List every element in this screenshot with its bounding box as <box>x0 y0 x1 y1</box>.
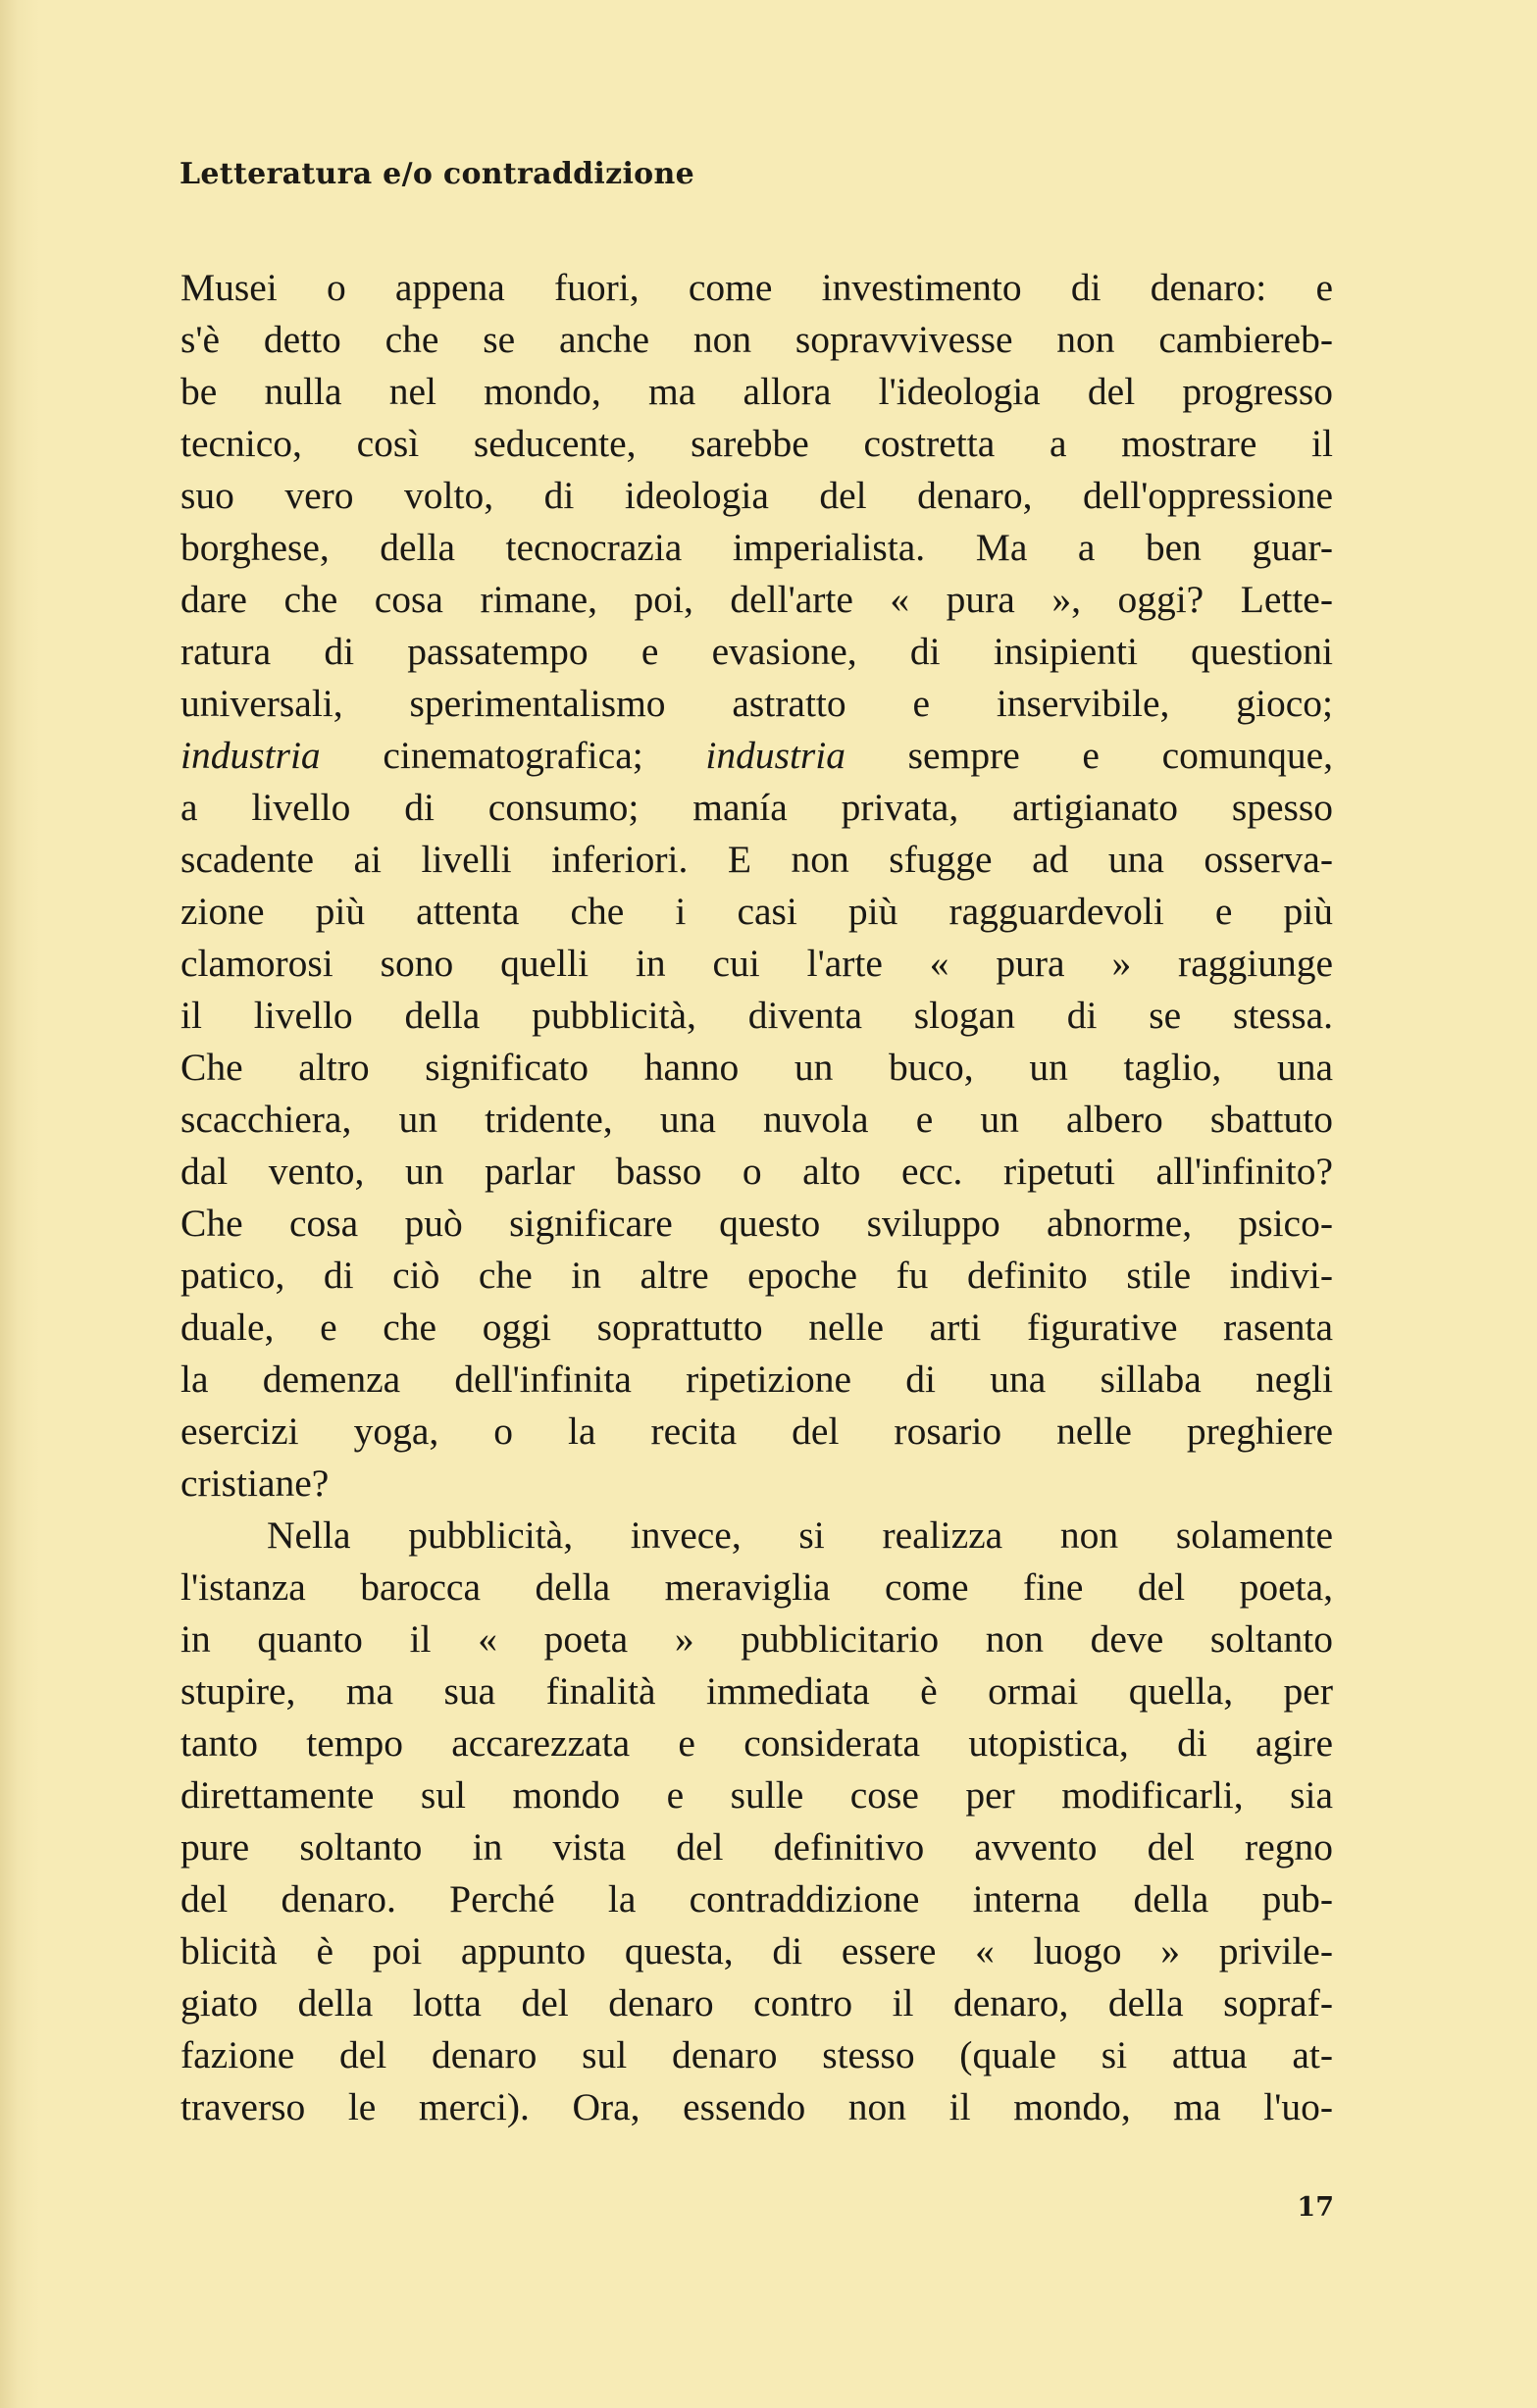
text-line: l'istanza barocca della meraviglia come fine del poeta, <box>180 1565 1333 1609</box>
text-line: Musei o appena fuori, come investimento di denaro: e <box>180 266 1333 309</box>
text-line: esercizi yoga, o la recita del rosario nelle preghiere <box>180 1409 1333 1453</box>
text-line: scadente ai livelli inferiori. E non sfugge ad una osserva- <box>180 838 1333 881</box>
text-line: Che altro significato hanno un buco, un taglio, una <box>180 1046 1333 1089</box>
text-line: zione più attenta che i casi più ragguardevoli e più <box>180 890 1333 933</box>
text-run: cinematografica; <box>320 734 706 777</box>
text-line-paragraph-end: cristiane? <box>180 1461 330 1505</box>
text-line: dare che cosa rimane, poi, dell'arte « pura », oggi? Lette- <box>180 578 1333 621</box>
text-line: s'è detto che se anche non sopravvivesse non cambiereb- <box>180 318 1333 361</box>
text-line: ratura di passatempo e evasione, di insipienti questioni <box>180 630 1333 673</box>
text-line: in quanto il « poeta » pubblicitario non deve soltanto <box>180 1617 1333 1661</box>
text-line: giato della lotta del denaro contro il denaro, della sopraf- <box>180 1981 1333 2024</box>
page-number: 17 <box>1297 2192 1334 2223</box>
text-run: sempre e comunque, <box>845 734 1333 777</box>
text-line-paragraph-start: Nella pubblicità, invece, si realizza non solamente <box>267 1513 1333 1557</box>
text-line: tecnico, così seducente, sarebbe costretta a mostrare il <box>180 422 1333 465</box>
text-line: patico, di ciò che in altre epoche fu definito stile indivi- <box>180 1254 1333 1297</box>
text-line: fazione del denaro sul denaro stesso (quale si attua at- <box>180 2033 1333 2076</box>
body-text <box>180 262 1333 2133</box>
text-line: scacchiera, un tridente, una nuvola e un albero sbattuto <box>180 1098 1333 1141</box>
text-line: a livello di consumo; manía privata, artigianato spesso <box>180 786 1333 829</box>
text-line: borghese, della tecnocrazia imperialista. Ma a ben guar- <box>180 526 1333 569</box>
text-line: pure soltanto in vista del definitivo avvento del regno <box>180 1825 1333 1869</box>
text-line: stupire, ma sua finalità immediata è ormai quella, per <box>180 1669 1333 1713</box>
running-title: Letteratura e/o contraddizione <box>179 157 694 191</box>
text-line: il livello della pubblicità, diventa slogan di se stessa. <box>180 994 1333 1037</box>
text-line: Che cosa può significare questo sviluppo abnorme, psico- <box>180 1202 1333 1245</box>
text-line: clamorosi sono quelli in cui l'arte « pura » raggiunge <box>180 942 1333 985</box>
text-line: universali, sperimentalismo astratto e inservibile, gioco; <box>180 682 1333 725</box>
text-line: suo vero volto, di ideologia del denaro, dell'oppressione <box>180 474 1333 517</box>
italic-word: industria <box>705 734 846 777</box>
text-line: duale, e che oggi soprattutto nelle arti figurative rasenta <box>180 1306 1333 1349</box>
text-line: del denaro. Perché la contraddizione interna della pub- <box>180 1877 1333 1921</box>
text-line-mixed <box>180 730 1333 782</box>
text-line: be nulla nel mondo, ma allora l'ideologia del progresso <box>180 370 1333 413</box>
text-line: direttamente sul mondo e sulle cose per modificarli, sia <box>180 1773 1333 1817</box>
text-line: blicità è poi appunto questa, di essere « luogo » privile- <box>180 1929 1333 1973</box>
text-line: tanto tempo accarezzata e considerata utopistica, di agire <box>180 1721 1333 1765</box>
text-line: dal vento, un parlar basso o alto ecc. ripetuti all'infinito? <box>180 1150 1333 1193</box>
italic-word: industria <box>180 734 321 777</box>
text-line: la demenza dell'infinita ripetizione di una sillaba negli <box>180 1358 1333 1401</box>
text-line: traverso le merci). Ora, essendo non il mondo, ma l'uo- <box>180 2085 1333 2128</box>
